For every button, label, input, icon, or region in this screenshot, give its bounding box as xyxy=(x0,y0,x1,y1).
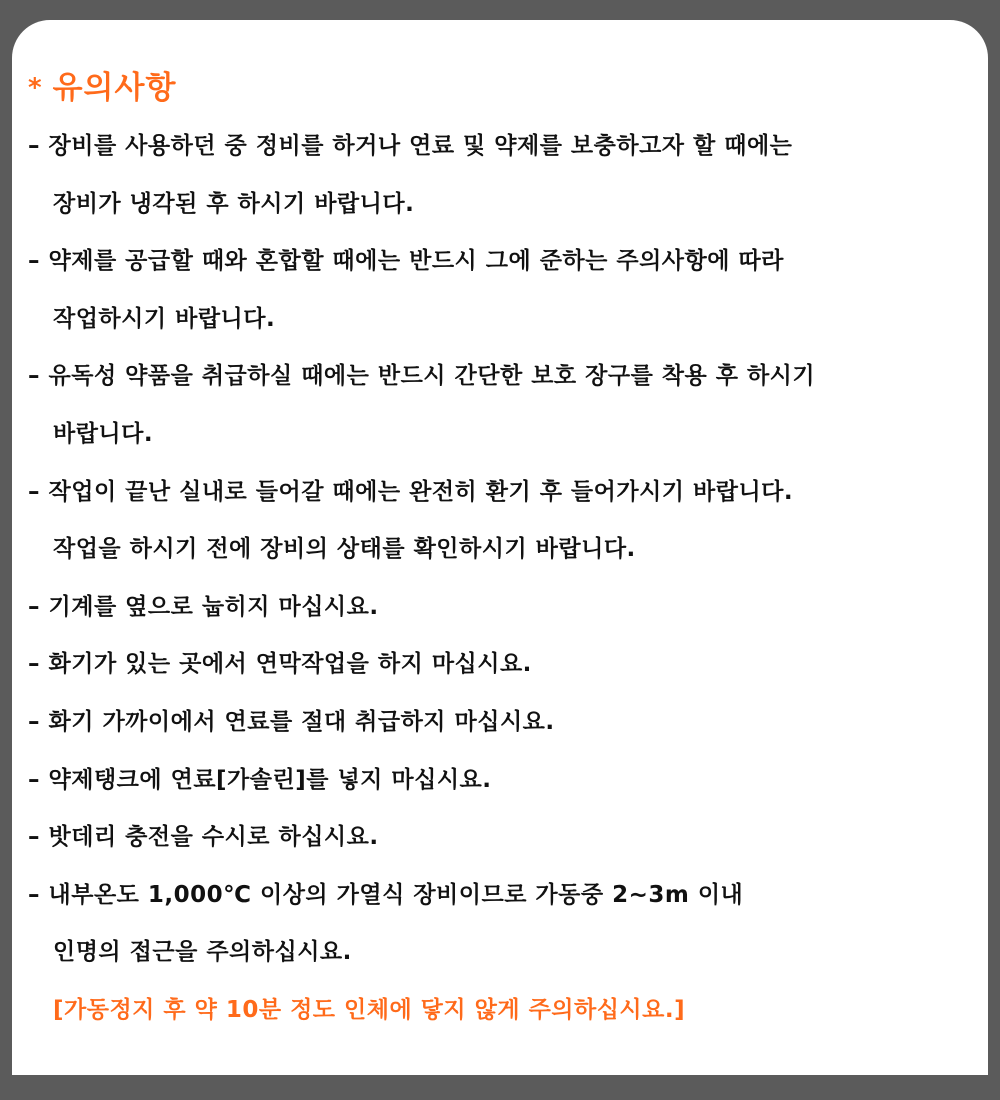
notice-title xyxy=(28,62,176,107)
notice-line: – 화기 가까이에서 연료를 절대 취급하지 마십시요. xyxy=(28,708,555,735)
notice-line: – 내부온도 1,000℃ 이상의 가열식 장비이므로 가동중 2~3m 이내 xyxy=(28,881,744,908)
notice-line: 인명의 접근을 주의하십시요. xyxy=(53,939,352,966)
notice-line: 작업하시기 바랍니다. xyxy=(53,305,276,332)
notice-line: – 장비를 사용하던 중 정비를 하거나 연료 및 약제를 보충하고자 할 때에는 xyxy=(28,133,793,159)
notice-line: – 약제를 공급할 때와 혼합할 때에는 반드시 그에 준하는 주의사항에 따라 xyxy=(28,248,784,275)
notice-title-text: 유의사항 xyxy=(52,70,177,106)
notice-line: – 밧데리 충전을 수시로 하십시요. xyxy=(28,824,379,851)
notice-line: – 화기가 있는 곳에서 연막작업을 하지 마십시요. xyxy=(28,651,532,678)
notice-line: – 기계를 옆으로 눕히지 마십시요. xyxy=(28,593,379,620)
notice-line: – 약제탱크에 연료[가솔린]를 넣지 마십시요. xyxy=(28,766,492,793)
notice-line: 작업을 하시기 전에 장비의 상태를 확인하시기 바랍니다. xyxy=(53,536,636,563)
notice-line: 바랍니다. xyxy=(53,420,154,447)
notice-line: – 유독성 약품을 취급하실 때에는 반드시 간단한 보호 장구를 착용 후 하시기 xyxy=(28,363,816,390)
asterisk-icon: * xyxy=(28,73,43,103)
notice-list xyxy=(28,118,958,1040)
warning-note: [가동정지 후 약 10분 정도 인체에 닿지 않게 주의하십시요.] xyxy=(53,996,686,1023)
notice-line: – 작업이 끝난 실내로 들어갈 때에는 완전히 환기 후 들어가시기 바랍니다. xyxy=(28,478,794,505)
notice-line: 장비가 냉각된 후 하시기 바랍니다. xyxy=(53,190,415,217)
